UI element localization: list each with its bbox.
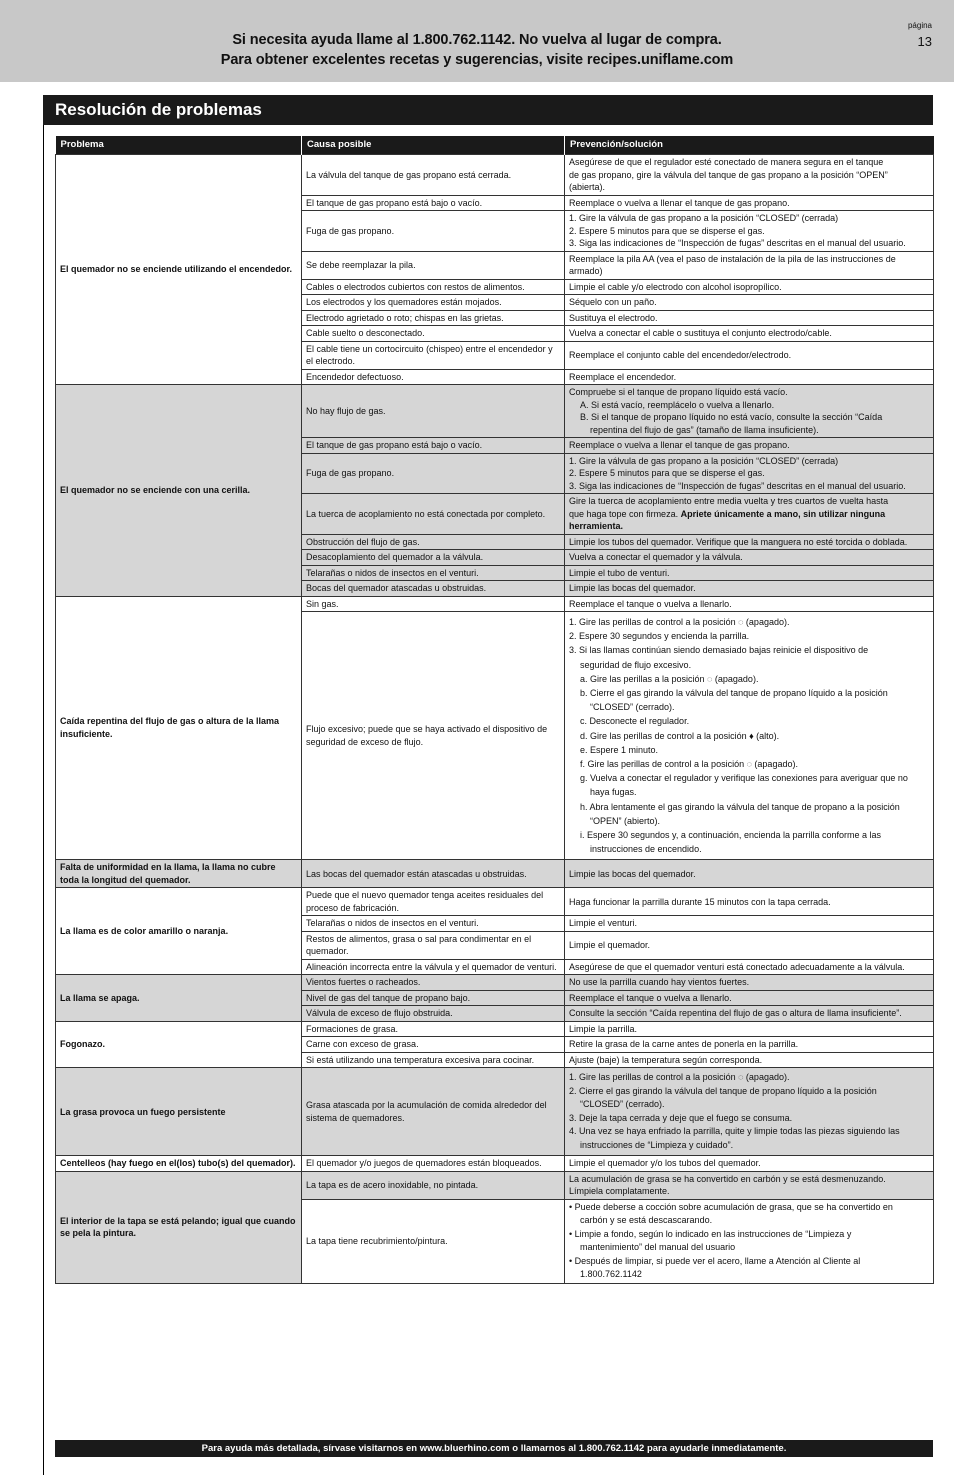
cause-cell: La tapa es de acero inoxidable, no pintada.: [302, 1171, 565, 1199]
solution-cell: 1. Gire las perillas de control a la posición ◌ (apagado). 2. Cierre el gas girando la válvula del tanque de propano líquido a la posición “CLOSED” (cerrado). 3. Deje la tapa cerrada y deje que el fuego se consuma. 4. Una vez se haya enfriado la parrilla, quite y limpie todas las piezas siguiendo las instrucciones de “Limpieza y cuidado”.: [565, 1068, 934, 1156]
cause-cell: Restos de alimentos, grasa o sal para condimentar en el quemador.: [302, 931, 565, 959]
cause-cell: Fuga de gas propano.: [302, 211, 565, 252]
page-label: página: [907, 21, 932, 30]
cause-cell: Formaciones de grasa.: [302, 1021, 565, 1037]
cause-cell: Cables o electrodos cubiertos con restos de alimentos.: [302, 279, 565, 295]
cause-cell: Alineación incorrecta entre la válvula y el quemador de venturi.: [302, 959, 565, 975]
cause-cell: La tuerca de acoplamiento no está conectada por completo.: [302, 494, 565, 535]
section-title: Resolución de problemas: [55, 100, 262, 119]
solution-cell: Reemplace el tanque o vuelva a llenarlo.: [565, 596, 934, 612]
problem-cell: El quemador no se enciende con una cerilla.: [56, 385, 302, 597]
cause-cell: Cable suelto o desconectado.: [302, 326, 565, 342]
solution-cell: Reemplace la pila AA (vea el paso de instalación de la pila de las instrucciones de armado): [565, 251, 934, 279]
cause-cell: Válvula de exceso de flujo obstruida.: [302, 1006, 565, 1022]
cause-cell: Carne con exceso de grasa.: [302, 1037, 565, 1053]
cause-cell: Telarañas o nidos de insectos en el venturi.: [302, 916, 565, 932]
solution-cell: Limpie el tubo de venturi.: [565, 565, 934, 581]
cause-cell: Desacoplamiento del quemador a la válvula.: [302, 550, 565, 566]
solution-cell: 1. Gire la válvula de gas propano a la posición “CLOSED” (cerrada) 2. Espere 5 minutos para que se disperse el gas. 3. Siga las indicaciones de “Inspección de fugas” descritas en el manual del usuario.: [565, 211, 934, 252]
page-header: [0, 0, 954, 82]
left-rule: [43, 125, 44, 1475]
cause-cell: Se debe reemplazar la pila.: [302, 251, 565, 279]
solution-cell: Reemplace el encendedor.: [565, 369, 934, 385]
solution-cell: • Puede deberse a cocción sobre acumulación de grasa, que se ha convertido en carbón y se está descascarando. • Limpie a fondo, según lo indicado en las instrucciones de “Limpieza y mantenimiento” del manual del usuario • Después de limpiar, si puede ver el acero, llame a Atención al Cliente al 1.800.762.1142: [565, 1199, 934, 1283]
solution-cell: Retire la grasa de la carne antes de ponerla en la parrilla.: [565, 1037, 934, 1053]
solution-cell: Séquelo con un paño.: [565, 295, 934, 311]
solution-cell: Asegúrese de que el regulador esté conectado de manera segura en el tanque de gas propano, gire la válvula del tanque de gas propano a la posición “OPEN” (abierta).: [565, 155, 934, 196]
solution-cell: Vuelva a conectar el cable o sustituya el conjunto electrodo/cable.: [565, 326, 934, 342]
table-row: [56, 1068, 934, 1156]
problem-cell: La llama es de color amarillo o naranja.: [56, 888, 302, 975]
cause-cell: Fuga de gas propano.: [302, 453, 565, 494]
solution-cell: Limpie la parrilla.: [565, 1021, 934, 1037]
table-row: [56, 975, 934, 991]
solution-cell: Asegúrese de que el quemador venturi está conectado adecuadamente a la válvula.: [565, 959, 934, 975]
cause-cell: Encendedor defectuoso.: [302, 369, 565, 385]
solution-cell: Vuelva a conectar el quemador y la válvula.: [565, 550, 934, 566]
section-title-bar: [43, 95, 933, 125]
cause-cell: Los electrodos y los quemadores están mojados.: [302, 295, 565, 311]
solution-cell: Limpie el cable y/o electrodo con alcohol isopropílico.: [565, 279, 934, 295]
solution-cell: Limpie los tubos del quemador. Verifique que la manguera no esté torcida o doblada.: [565, 534, 934, 550]
page-number: 13: [917, 34, 932, 49]
problem-cell: Fogonazo.: [56, 1021, 302, 1068]
cause-cell: El tanque de gas propano está bajo o vacío.: [302, 438, 565, 454]
problem-cell: La llama se apaga.: [56, 975, 302, 1022]
solution-cell: Limpie el venturi.: [565, 916, 934, 932]
table-row: [56, 888, 934, 916]
cause-cell: Electrodo agrietado o roto; chispas en las grietas.: [302, 310, 565, 326]
cause-cell: Si está utilizando una temperatura excesiva para cocinar.: [302, 1052, 565, 1068]
cause-cell: Las bocas del quemador están atascadas u obstruidas.: [302, 860, 565, 888]
column-header-cause: Causa posible: [302, 136, 565, 155]
cause-cell: El cable tiene un cortocircuito (chispeo) entre el encendedor y el electrodo.: [302, 341, 565, 369]
table-row: [56, 1021, 934, 1037]
table-row: [56, 860, 934, 888]
problem-cell: La grasa provoca un fuego persistente: [56, 1068, 302, 1156]
cause-cell: Bocas del quemador atascadas u obstruidas.: [302, 581, 565, 597]
solution-cell: No use la parrilla cuando hay vientos fuertes.: [565, 975, 934, 991]
solution-cell: Sustituya el electrodo.: [565, 310, 934, 326]
table-row: [56, 596, 934, 612]
problem-cell: Centelleos (hay fuego en el(los) tubo(s) del quemador).: [56, 1156, 302, 1172]
solution-cell: Limpie el quemador y/o los tubos del quemador.: [565, 1156, 934, 1172]
cause-cell: La válvula del tanque de gas propano está cerrada.: [302, 155, 565, 196]
solution-cell: La acumulación de grasa se ha convertido en carbón y se está desmenuzando. Límpiela complatamente.: [565, 1171, 934, 1199]
footer-help-bar: Para ayuda más detallada, sírvase visitarnos en www.bluerhino.com o llamarnos al 1.800.762.1142 para ayudarle inmediatamente.: [55, 1440, 933, 1457]
cause-cell: El tanque de gas propano está bajo o vacío.: [302, 195, 565, 211]
help-phone-line: Si necesita ayuda llame al 1.800.762.1142. No vuelva al lugar de compra.: [232, 32, 722, 48]
cause-cell: Puede que el nuevo quemador tenga aceites residuales del proceso de fabricación.: [302, 888, 565, 916]
solution-cell: Reemplace o vuelva a llenar el tanque de gas propano.: [565, 195, 934, 211]
cause-cell: La tapa tiene recubrimiento/pintura.: [302, 1199, 565, 1283]
solution-cell: Limpie el quemador.: [565, 931, 934, 959]
table-row: [56, 1156, 934, 1172]
problem-cell: El interior de la tapa se está pelando; igual que cuando se pela la pintura.: [56, 1171, 302, 1283]
cause-cell: Nivel de gas del tanque de propano bajo.: [302, 990, 565, 1006]
solution-cell: Reemplace o vuelva a llenar el tanque de gas propano.: [565, 438, 934, 454]
solution-cell: Reemplace el tanque o vuelva a llenarlo.: [565, 990, 934, 1006]
solution-cell: 1. Gire las perillas de control a la posición ◌ (apagado). 2. Espere 30 segundos y encienda la parrilla. 3. Si las llamas continúan siendo demasiado bajas reinicie el dispositivo de seguridad de flujo excesivo. a. Gire las perillas a la posición ◌ (apagado). b. Cierre el gas girando la válvula del tanque de propano líquido a la posición “CLOSED” (cerrado). c. Desconecte el regulador. d. Gire las perillas de control a la posición ♦ (alto). e. Espere 1 minuto. f. Gire las perillas de control a la posición ◌ (apagado). g. Vuelva a conectar el regulador y verifique las conexiones para averiguar que no haya fugas. h. Abra lentamente el gas girando la válvula del tanque de propano a la posición “OPEN” (abierto). i. Espere 30 segundos y, a continuación, encienda la parrilla conforme a las instrucciones de encendido.: [565, 612, 934, 860]
table-row: [56, 155, 934, 196]
solution-cell: Consulte la sección “Caída repentina del flujo de gas o altura de llama insuficiente”.: [565, 1006, 934, 1022]
solution-cell: Reemplace el conjunto cable del encendedor/electrodo.: [565, 341, 934, 369]
table-row: [56, 385, 934, 438]
cause-cell: Telarañas o nidos de insectos en el venturi.: [302, 565, 565, 581]
solution-cell: 1. Gire la válvula de gas propano a la posición “CLOSED” (cerrada) 2. Espere 5 minutos para que se disperse el gas. 3. Siga las indicaciones de “Inspección de fugas” descritas en el manual del usuario.: [565, 453, 934, 494]
solution-cell: Limpie las bocas del quemador.: [565, 581, 934, 597]
cause-cell: Sin gas.: [302, 596, 565, 612]
solution-cell: Limpie las bocas del quemador.: [565, 860, 934, 888]
table-header-row: [56, 136, 934, 155]
column-header-problem: Problema: [56, 136, 302, 155]
column-header-solution: Prevención/solución: [565, 136, 934, 155]
cause-cell: Obstrucción del flujo de gas.: [302, 534, 565, 550]
troubleshooting-table: [55, 136, 934, 1284]
table-row: [56, 1171, 934, 1199]
solution-cell: Ajuste (baje) la temperatura según corresponda.: [565, 1052, 934, 1068]
cause-cell: Vientos fuertes o racheados.: [302, 975, 565, 991]
cause-cell: Flujo excesivo; puede que se haya activado el dispositivo de seguridad de exceso de flujo.: [302, 612, 565, 860]
cause-cell: El quemador y/o juegos de quemadores están bloqueados.: [302, 1156, 565, 1172]
problem-cell: El quemador no se enciende utilizando el encendedor.: [56, 155, 302, 385]
cause-cell: Grasa atascada por la acumulación de comida alrededor del sistema de quemadores.: [302, 1068, 565, 1156]
solution-cell: Haga funcionar la parrilla durante 15 minutos con la tapa cerrada.: [565, 888, 934, 916]
cause-cell: No hay flujo de gas.: [302, 385, 565, 438]
solution-cell: Compruebe si el tanque de propano líquido está vacío. A. Si está vacío, reemplácelo o vuelva a llenarlo. B. Si el tanque de propano líquido no está vacío, consulte la sección “Caída repentina del flujo de gas” (tamaño de llama insuficiente).: [565, 385, 934, 438]
solution-cell: Gire la tuerca de acoplamiento entre media vuelta y tres cuartos de vuelta hasta que haga tope con firmeza. Apriete únicamente a mano, sin utilizar ninguna herramienta.: [565, 494, 934, 535]
problem-cell: Falta de uniformidad en la llama, la llama no cubre toda la longitud del quemador.: [56, 860, 302, 888]
problem-cell: Caída repentina del flujo de gas o altura de la llama insuficiente.: [56, 596, 302, 860]
recipes-line: Para obtener excelentes recetas y sugerencias, visite recipes.uniflame.com: [220, 52, 734, 68]
